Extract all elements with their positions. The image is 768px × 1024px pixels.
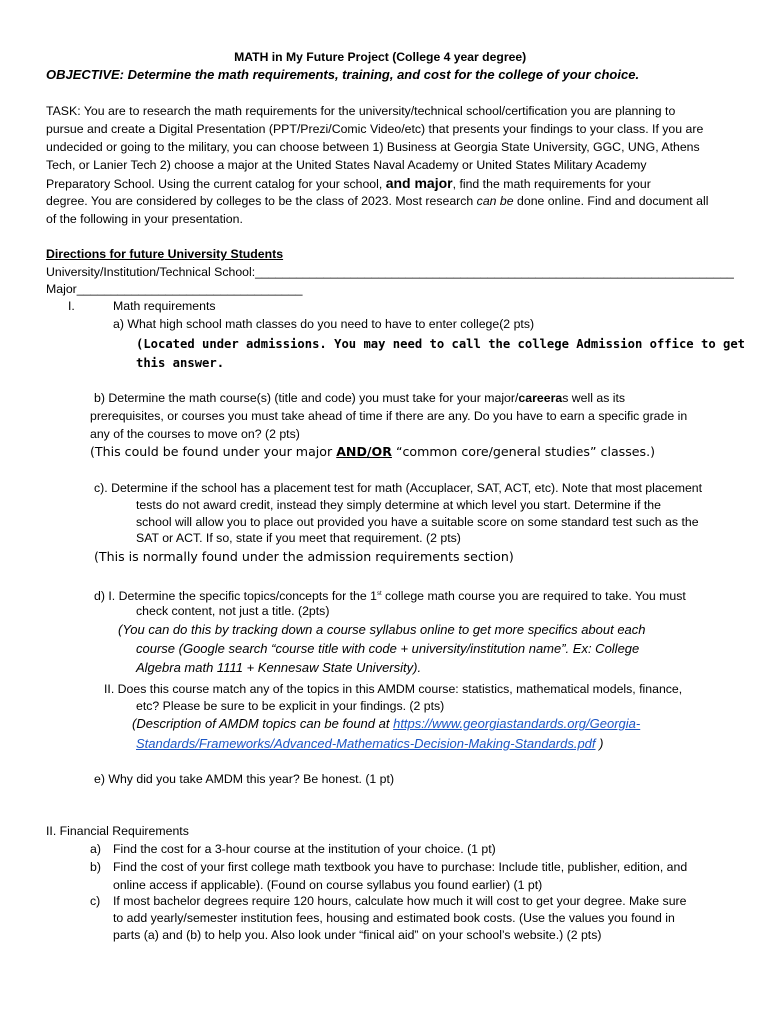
task-line: undecided or going to the military, you can choose between 1) Business at Georgia State University, GGC, UNG, Athens xyxy=(46,140,700,154)
task-line: pursue and create a Digital Presentation (PPT/Prezi/Comic Video/etc) that presents your findings to your class. If you are xyxy=(46,122,704,136)
task-line: TASK: You are to research the math requirements for the university/technical school/certification you are planning to xyxy=(46,104,676,118)
question-e: e) Why did you take AMDM this year? Be honest. (1 pt) xyxy=(94,772,395,786)
and-major-emphasis: and major xyxy=(385,175,453,191)
question-b-text: b) Determine the math course(s) (title and code) you must take for your major/ xyxy=(94,391,519,405)
note-d: course (Google search “course title with code + university/institution name”. Ex: College xyxy=(136,641,640,656)
financial-c: to add yearly/semester institution fees, housing and estimated book costs. (Use the values you found in xyxy=(113,911,675,925)
note-c: (This is normally found under the admission requirements section) xyxy=(94,549,514,564)
question-b: prerequisites, or courses you must take ahead of time if there are any. Do you have to earn a specific grade in xyxy=(90,409,688,423)
document-title: MATH in My Future Project (College 4 year degree) xyxy=(234,50,527,64)
financial-a-label: a) xyxy=(90,842,101,856)
question-d: check content, not just a title. (2pts) xyxy=(136,604,330,618)
task-text: degree. You are considered by colleges to be the class of 2023. Most research xyxy=(46,194,477,208)
note-d: (You can do this by tracking down a course syllabus online to get more specifics about each xyxy=(118,622,646,637)
superscript: st xyxy=(376,591,382,597)
question-c: SAT or ACT. If so, state if you meet that requirement. (2 pts) xyxy=(136,531,461,545)
question-d-text: college math course you are required to take. You must xyxy=(381,589,686,604)
note-d: Algebra math 1111 + Kennesaw State University). xyxy=(136,660,422,675)
question-b: any of the courses to move on? (2 pts) xyxy=(90,427,300,441)
question-a: a) What high school math classes do you need to have to enter college(2 pts) xyxy=(113,317,535,331)
note-d-ii xyxy=(132,716,640,732)
question-b-text: s well as its xyxy=(562,391,626,405)
question-b xyxy=(94,390,625,406)
financial-a: Find the cost for a 3-hour course at the institution of your choice. (1 pt) xyxy=(113,842,496,856)
question-d xyxy=(94,586,686,604)
task-text: done online. Find and document all xyxy=(513,194,709,208)
major-field: Major_________________________________ xyxy=(46,282,303,296)
task-line: of the following in your presentation. xyxy=(46,212,243,226)
can-be-emphasis: can be xyxy=(476,194,514,208)
task-line xyxy=(46,193,708,209)
note-d-ii-text: ) xyxy=(595,736,604,751)
section-title: Math requirements xyxy=(113,299,216,313)
task-text: Preparatory School. Using the current catalog for your school, xyxy=(46,177,386,191)
financial-c: parts (a) and (b) to help you. Also look under “finical aid” on your school’s website.) (2 pts) xyxy=(113,928,602,942)
financial-c: If most bachelor degrees require 120 hours, calculate how much it will cost to get your degree. Make sure xyxy=(113,894,687,908)
directions-heading: Directions for future University Students xyxy=(46,247,284,261)
financial-c-label: c) xyxy=(90,894,101,908)
note-a: (Located under admissions. You may need to call the college Admission office to get xyxy=(136,337,746,351)
and-or-emphasis: AND/OR xyxy=(336,444,392,459)
objective: OBJECTIVE: Determine the math requirements, training, and cost for the college of your choice. xyxy=(46,67,640,82)
note-b xyxy=(90,444,655,460)
question-d-ii: II. Does this course match any of the topics in this AMDM course: statistics, mathematical models, finance, xyxy=(104,682,683,696)
question-b-bold: careera xyxy=(518,391,563,405)
task-text: , find the math requirements for your xyxy=(452,177,651,191)
school-field: University/Institution/Technical School:______________________________________________________________________ xyxy=(46,265,734,279)
question-c: c). Determine if the school has a placement test for math (Accuplacer, SAT, ACT, etc). Note that most placement xyxy=(94,481,703,495)
financial-b: Find the cost of your first college math textbook you have to purchase: Include title, publisher, edition, and xyxy=(113,860,688,874)
financial-heading: II. Financial Requirements xyxy=(46,824,189,838)
note-b-text: (This could be found under your major xyxy=(90,444,337,459)
note-d-ii xyxy=(136,736,603,752)
note-d-ii-text: (Description of AMDM topics can be found at xyxy=(132,716,394,731)
task-line: Tech, or Lanier Tech 2) choose a major at the United States Naval Academy or United States Military Academy xyxy=(46,158,647,172)
question-c: school will allow you to place out provided you have a suitable score on some standard test such as the xyxy=(136,515,699,529)
note-b-text: “common core/general studies” classes.) xyxy=(391,444,656,459)
task-line xyxy=(46,175,651,192)
question-c: tests do not award credit, instead they simply determine at which level you start. Determine if the xyxy=(136,498,661,512)
financial-b-label: b) xyxy=(90,860,101,874)
question-d-text: d) I. Determine the specific topics/concepts for the 1 xyxy=(94,589,377,604)
question-d-ii: etc? Please be sure to be explicit in your findings. (2 pts) xyxy=(136,699,445,713)
note-a: this answer. xyxy=(136,356,225,370)
amdm-standards-link[interactable]: Standards/Frameworks/Advanced-Mathematics-Decision-Making-Standards.pdf xyxy=(136,736,596,751)
section-number: I. xyxy=(68,299,75,313)
financial-b: online access if applicable). (Found on course syllabus you found earlier) (1 pt) xyxy=(113,878,543,892)
amdm-standards-link[interactable]: https://www.georgiastandards.org/Georgia- xyxy=(393,716,641,731)
